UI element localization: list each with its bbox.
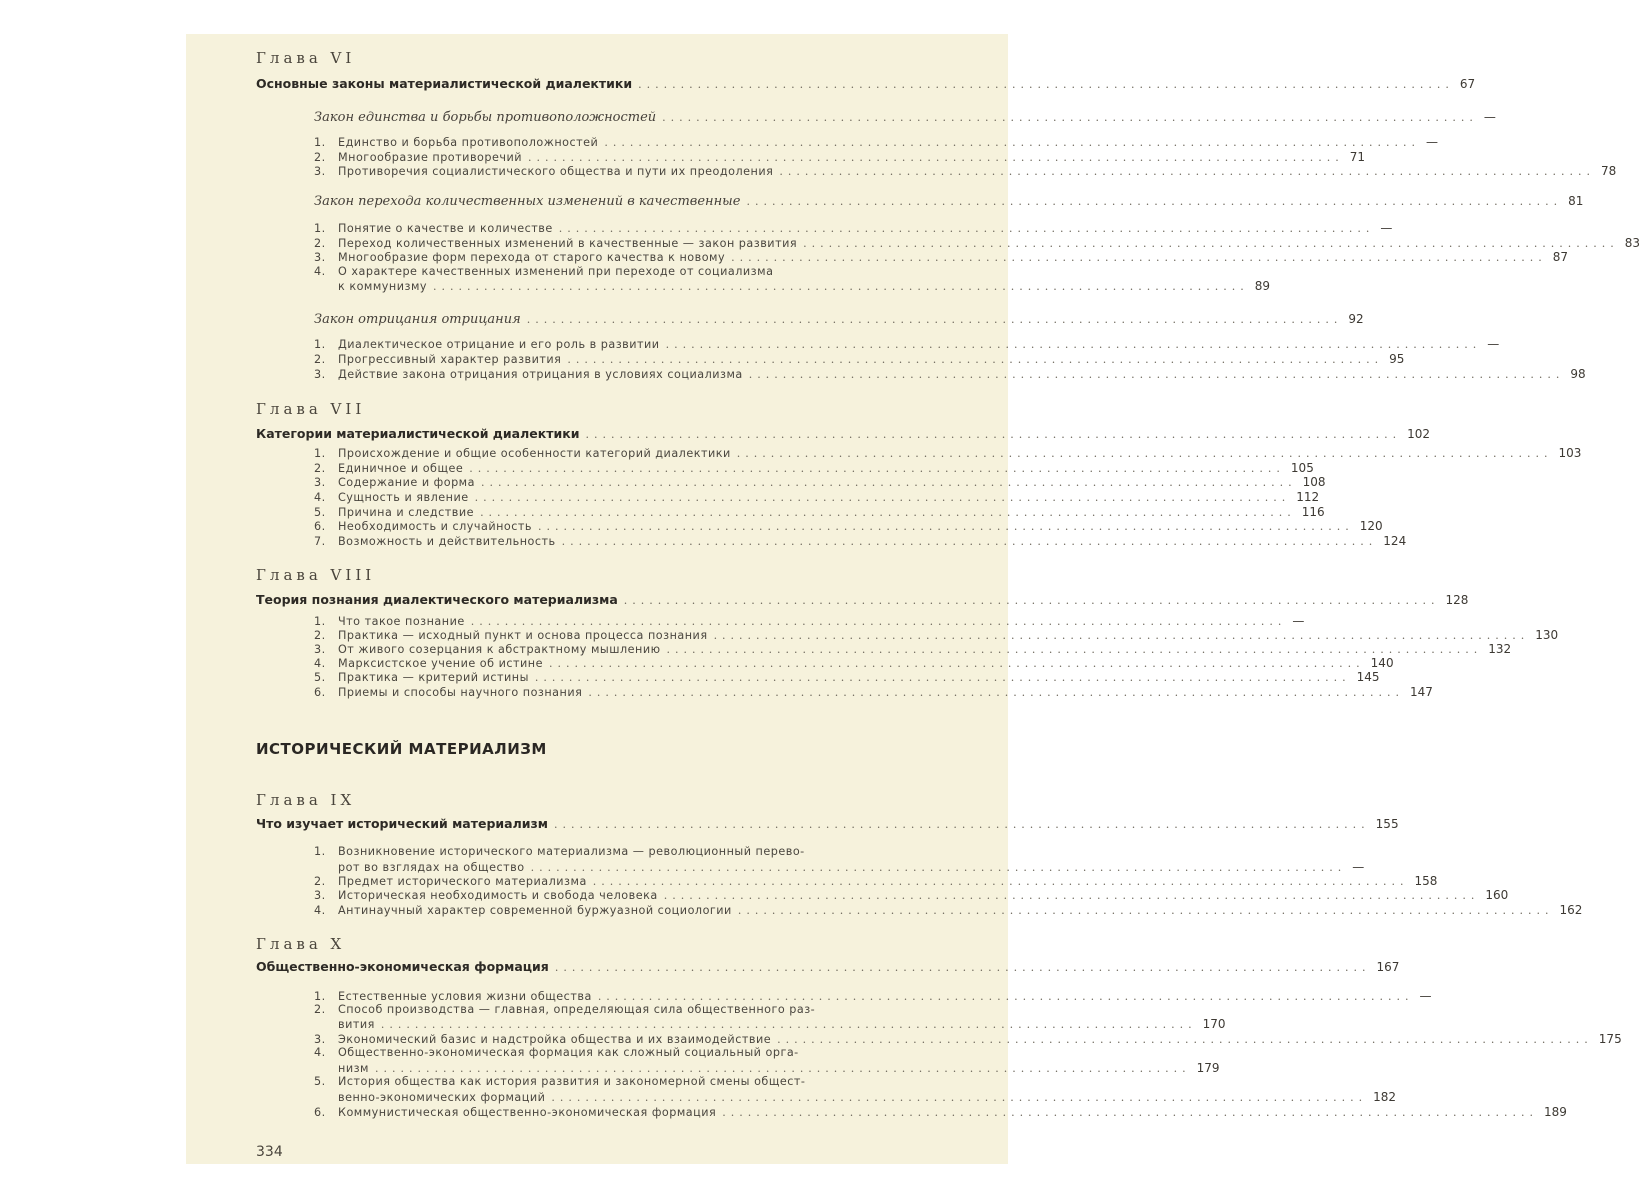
chapter-title: Что изучает исторический материализм bbox=[256, 816, 548, 831]
page-ref: 175 bbox=[1598, 1032, 1622, 1046]
toc-entry bbox=[314, 265, 991, 278]
leader-dots: ................................................................................................ bbox=[592, 875, 1409, 888]
entry-number: 3. bbox=[314, 643, 326, 656]
entry-text: венно-экономических формаций bbox=[338, 1091, 546, 1104]
leader-dots: ................................................................................................ bbox=[665, 338, 1482, 351]
entry-text: Предмет исторического материализма bbox=[338, 875, 587, 888]
page-ref: 130 bbox=[1535, 628, 1559, 642]
page-ref: 189 bbox=[1543, 1105, 1567, 1119]
leader-dots: ................................................................................................ bbox=[663, 889, 1480, 902]
entry-text: Происхождение и общие особенности категорий диалектики bbox=[338, 447, 731, 460]
chapter-title: Основные законы материалистической диалектики bbox=[256, 76, 633, 91]
page-ref: 179 bbox=[1196, 1061, 1220, 1075]
page-ref: 87 bbox=[1552, 250, 1569, 264]
leader-dots: ................................................................................................ bbox=[534, 671, 1351, 684]
page-ref: — bbox=[1426, 135, 1439, 149]
page-ref: 71 bbox=[1349, 150, 1365, 164]
page-ref: 78 bbox=[1601, 164, 1617, 178]
leader-dots: ................................................................................................ bbox=[551, 1091, 1368, 1104]
toc-entry bbox=[314, 279, 1270, 293]
page-ref: 120 bbox=[1359, 519, 1383, 533]
toc-entry bbox=[314, 519, 1383, 533]
entry-text: Противоречия социалистического общества и пути их преодоления bbox=[338, 165, 774, 178]
entry-number: 1. bbox=[314, 447, 326, 460]
toc-entry bbox=[314, 1090, 1396, 1104]
entry-text: Действие закона отрицания отрицания в условиях социализма bbox=[338, 368, 743, 381]
entry-number: 3. bbox=[314, 1033, 326, 1046]
chapter-title: Общественно-экономическая формация bbox=[256, 959, 549, 974]
leader-dots: ................................................................................................ bbox=[746, 195, 1563, 208]
toc-entry bbox=[314, 1105, 1567, 1119]
leader-dots: ................................................................................................ bbox=[433, 280, 1249, 293]
part-title: ИСТОРИЧЕСКИЙ МАТЕРИАЛИЗМ bbox=[256, 740, 547, 758]
toc-entry bbox=[314, 164, 1617, 178]
page-ref: 132 bbox=[1488, 642, 1512, 656]
page-ref: — bbox=[1487, 337, 1500, 351]
leader-dots: ................................................................................................ bbox=[803, 237, 1619, 250]
leader-dots: ................................................................................................ bbox=[380, 1018, 1197, 1031]
chapter-label: Глава VI bbox=[256, 49, 356, 67]
leader-dots: ................................................................................................ bbox=[469, 462, 1285, 475]
toc-entry bbox=[314, 989, 1432, 1003]
entry-text: Возникновение исторического материализма — революционный перево- bbox=[338, 845, 805, 858]
entry-text: Единство и борьба противоположностей bbox=[338, 136, 599, 149]
page-ref: 95 bbox=[1389, 352, 1405, 366]
section-title-row bbox=[314, 194, 1584, 209]
page-ref: 140 bbox=[1370, 656, 1394, 670]
toc-entry bbox=[314, 874, 1438, 888]
entry-text: Понятие о качестве и количестве bbox=[338, 222, 553, 235]
entry-text: История общества как история развития и закономерной смены общест- bbox=[338, 1075, 806, 1088]
entry-number: 3. bbox=[314, 476, 326, 489]
page-ref: 170 bbox=[1202, 1017, 1226, 1031]
entry-number: 1. bbox=[314, 136, 326, 149]
page-ref: 89 bbox=[1254, 279, 1270, 293]
entry-number: 5. bbox=[314, 671, 326, 684]
leader-dots: ................................................................................................ bbox=[549, 657, 1365, 670]
page-ref: 103 bbox=[1558, 446, 1582, 460]
page-ref: 81 bbox=[1568, 194, 1584, 208]
entry-number: 2. bbox=[314, 875, 326, 888]
leader-dots: ................................................................................................ bbox=[567, 353, 1384, 366]
entry-number: 7. bbox=[314, 535, 326, 548]
entry-text: От живого созерцания к абстрактному мышлению bbox=[338, 643, 661, 656]
entry-text: Марксистское учение об истине bbox=[338, 657, 543, 670]
entry-number: 4. bbox=[314, 657, 326, 670]
page-ref: 124 bbox=[1383, 534, 1407, 548]
entry-number: 4. bbox=[314, 265, 326, 278]
book-page bbox=[186, 34, 1640, 1164]
toc-entry bbox=[314, 1003, 991, 1016]
entry-number: 1. bbox=[314, 845, 326, 858]
toc-entry bbox=[314, 352, 1405, 366]
entry-number: 4. bbox=[314, 491, 326, 504]
page-ref: 160 bbox=[1485, 888, 1509, 902]
entry-text: Экономический базис и надстройка общества и их взаимодействие bbox=[338, 1033, 772, 1046]
entry-text: Сущность и явление bbox=[338, 491, 469, 504]
page-ref: — bbox=[1419, 989, 1432, 1003]
leader-dots: ................................................................................................ bbox=[779, 165, 1595, 178]
chapter-label: Глава VII bbox=[256, 400, 366, 418]
leader-dots: ................................................................................................ bbox=[722, 1106, 1538, 1119]
page-ref: 105 bbox=[1290, 461, 1314, 475]
leader-dots: ................................................................................................ bbox=[623, 594, 1440, 607]
page-ref: 92 bbox=[1348, 312, 1364, 326]
toc-entry bbox=[314, 135, 1439, 149]
toc-entry bbox=[314, 1017, 1226, 1031]
page-ref: 158 bbox=[1414, 874, 1438, 888]
section-title: Закон единства и борьбы противоположностей bbox=[314, 110, 657, 125]
leader-dots: ................................................................................................ bbox=[480, 476, 1297, 489]
leader-dots: ................................................................................................ bbox=[480, 506, 1296, 519]
entry-number: 2. bbox=[314, 151, 326, 164]
section-title: Закон отрицания отрицания bbox=[314, 312, 521, 327]
toc-entry bbox=[314, 505, 1325, 519]
entry-text: Историческая необходимость и свобода человека bbox=[338, 889, 658, 902]
leader-dots: ................................................................................................ bbox=[554, 961, 1371, 974]
entry-number: 1. bbox=[314, 990, 326, 1003]
toc-entry bbox=[314, 534, 1407, 548]
entry-number: 3. bbox=[314, 368, 326, 381]
entry-text: Возможность и действительность bbox=[338, 535, 556, 548]
page-ref: 128 bbox=[1445, 593, 1469, 607]
chapter-title: Категории материалистической диалектики bbox=[256, 426, 580, 441]
leader-dots: ................................................................................................ bbox=[585, 428, 1402, 441]
toc-entry bbox=[314, 150, 1365, 164]
leader-dots: ................................................................................................ bbox=[530, 861, 1347, 874]
entry-number: 2. bbox=[314, 1003, 326, 1016]
leader-dots: ................................................................................................ bbox=[713, 629, 1530, 642]
chapter-title-row bbox=[256, 76, 1476, 91]
chapter-title-row bbox=[256, 959, 1400, 974]
section-title: Закон перехода количественных изменений в качественные bbox=[314, 194, 741, 209]
page-ref: 116 bbox=[1301, 505, 1325, 519]
toc-entry bbox=[314, 845, 991, 858]
leader-dots: ................................................................................................ bbox=[737, 904, 1554, 917]
entry-number: 5. bbox=[314, 506, 326, 519]
entry-text: Прогрессивный характер развития bbox=[338, 353, 562, 366]
entry-text: Способ производства — главная, определяющая сила общественного раз- bbox=[338, 1003, 816, 1016]
toc-entry bbox=[314, 685, 1433, 699]
toc-entry bbox=[314, 337, 1500, 351]
page-ref: 145 bbox=[1356, 670, 1380, 684]
page-ref: — bbox=[1483, 110, 1496, 124]
toc-entry bbox=[314, 860, 1365, 874]
toc-entry bbox=[314, 236, 1640, 250]
toc-entry bbox=[314, 446, 1582, 460]
leader-dots: ................................................................................................ bbox=[588, 686, 1405, 699]
page-ref: 182 bbox=[1373, 1090, 1396, 1104]
page-ref: — bbox=[1292, 614, 1305, 628]
leader-dots: ................................................................................................ bbox=[666, 643, 1483, 656]
entry-text: низм bbox=[338, 1062, 369, 1075]
leader-dots: ................................................................................................ bbox=[554, 818, 1370, 831]
leader-dots: ................................................................................................ bbox=[558, 222, 1375, 235]
entry-text: Многообразие форм перехода от старого качества к новому bbox=[338, 251, 726, 264]
entry-text: Единичное и общее bbox=[338, 462, 464, 475]
leader-dots: ................................................................................................ bbox=[604, 136, 1421, 149]
entry-text: Необходимость и случайность bbox=[338, 520, 533, 533]
chapter-title: Теория познания диалектического материализма bbox=[256, 592, 618, 607]
chapter-title-row bbox=[256, 816, 1399, 831]
page-ref: 67 bbox=[1459, 77, 1476, 91]
page-ref: 147 bbox=[1410, 685, 1433, 699]
entry-text: к коммунизму bbox=[338, 280, 428, 293]
entry-text: Что такое познание bbox=[338, 615, 465, 628]
entry-text: О характере качественных изменений при переходе от социализма bbox=[338, 265, 774, 278]
page-number: 334 bbox=[256, 1144, 283, 1160]
entry-number: 1. bbox=[314, 222, 326, 235]
entry-text: Содержание и форма bbox=[338, 476, 475, 489]
leader-dots: ................................................................................................ bbox=[748, 368, 1565, 381]
entry-text: Диалектическое отрицание и его роль в развитии bbox=[338, 338, 660, 351]
toc-entry bbox=[314, 221, 1393, 235]
entry-text: Приемы и способы научного познания bbox=[338, 686, 583, 699]
leader-dots: ................................................................................................ bbox=[374, 1062, 1191, 1075]
page-ref: 102 bbox=[1407, 427, 1431, 441]
entry-text: Естественные условия жизни общества bbox=[338, 990, 592, 1003]
page-ref: 112 bbox=[1296, 490, 1320, 504]
leader-dots: ................................................................................................ bbox=[731, 251, 1547, 264]
entry-text: вития bbox=[338, 1018, 375, 1031]
page-ref: 162 bbox=[1559, 903, 1583, 917]
leader-dots: ................................................................................................ bbox=[662, 111, 1478, 124]
chapter-label: Глава IX bbox=[256, 791, 356, 809]
toc-entry bbox=[314, 656, 1394, 670]
toc-entry bbox=[314, 1075, 991, 1088]
leader-dots: ................................................................................................ bbox=[528, 151, 1344, 164]
chapter-title-row bbox=[256, 592, 1469, 607]
chapter-title-row bbox=[256, 426, 1431, 441]
page-ref: 83 bbox=[1624, 236, 1640, 250]
toc-entry bbox=[314, 903, 1583, 917]
toc-entry bbox=[314, 1061, 1220, 1075]
leader-dots: ................................................................................................ bbox=[597, 990, 1414, 1003]
page-ref: 167 bbox=[1376, 960, 1400, 974]
page-ref: — bbox=[1352, 860, 1365, 874]
entry-number: 5. bbox=[314, 1075, 326, 1088]
entry-text: Практика — критерий истины bbox=[338, 671, 529, 684]
toc-entry bbox=[314, 1032, 1622, 1046]
entry-text: Многообразие противоречий bbox=[338, 151, 523, 164]
toc-entry bbox=[314, 1046, 991, 1059]
toc-entry bbox=[314, 250, 1569, 264]
entry-number: 6. bbox=[314, 1106, 326, 1119]
toc-entry bbox=[314, 490, 1320, 504]
toc-entry bbox=[314, 642, 1512, 656]
leader-dots: ................................................................................................ bbox=[474, 491, 1291, 504]
leader-dots: ................................................................................................ bbox=[561, 535, 1378, 548]
toc-entry bbox=[314, 367, 1586, 381]
entry-number: 4. bbox=[314, 1046, 326, 1059]
entry-number: 2. bbox=[314, 353, 326, 366]
entry-number: 2. bbox=[314, 237, 326, 250]
page-ref: 98 bbox=[1570, 367, 1586, 381]
entry-number: 1. bbox=[314, 338, 326, 351]
entry-text: Причина и следствие bbox=[338, 506, 475, 519]
page-ref: 108 bbox=[1302, 475, 1326, 489]
entry-number: 2. bbox=[314, 462, 326, 475]
leader-dots: ................................................................................................ bbox=[638, 78, 1454, 91]
entry-number: 6. bbox=[314, 520, 326, 533]
entry-text: рот во взглядах на общество bbox=[338, 861, 525, 874]
leader-dots: ................................................................................................ bbox=[526, 313, 1343, 326]
entry-text: Коммунистическая общественно-экономическая формация bbox=[338, 1106, 717, 1119]
entry-number: 1. bbox=[314, 615, 326, 628]
entry-number: 3. bbox=[314, 889, 326, 902]
entry-text: Антинаучный характер современной буржуазной социологии bbox=[338, 904, 732, 917]
entry-number: 2. bbox=[314, 629, 326, 642]
entry-text: Практика — исходный пункт и основа процесса познания bbox=[338, 629, 708, 642]
entry-number: 3. bbox=[314, 165, 326, 178]
toc-entry bbox=[314, 475, 1326, 489]
section-title-row bbox=[314, 312, 1364, 327]
entry-number: 3. bbox=[314, 251, 326, 264]
toc-entry bbox=[314, 628, 1559, 642]
chapter-label: Глава X bbox=[256, 935, 346, 953]
leader-dots: ................................................................................................ bbox=[470, 615, 1287, 628]
leader-dots: ................................................................................................ bbox=[777, 1033, 1593, 1046]
toc-entry bbox=[314, 461, 1314, 475]
toc-entry bbox=[314, 888, 1509, 902]
leader-dots: ................................................................................................ bbox=[538, 520, 1354, 533]
entry-text: Общественно-экономическая формация как сложный социальный орга- bbox=[338, 1046, 799, 1059]
entry-number: 4. bbox=[314, 904, 326, 917]
page-ref: 155 bbox=[1375, 817, 1399, 831]
section-title-row bbox=[314, 110, 1496, 125]
leader-dots: ................................................................................................ bbox=[736, 447, 1553, 460]
entry-number: 6. bbox=[314, 686, 326, 699]
page-ref: — bbox=[1380, 221, 1393, 235]
toc-entry bbox=[314, 670, 1380, 684]
toc-entry bbox=[314, 614, 1305, 628]
chapter-label: Глава VIII bbox=[256, 566, 376, 584]
entry-text: Переход количественных изменений в качественные — закон развития bbox=[338, 237, 798, 250]
